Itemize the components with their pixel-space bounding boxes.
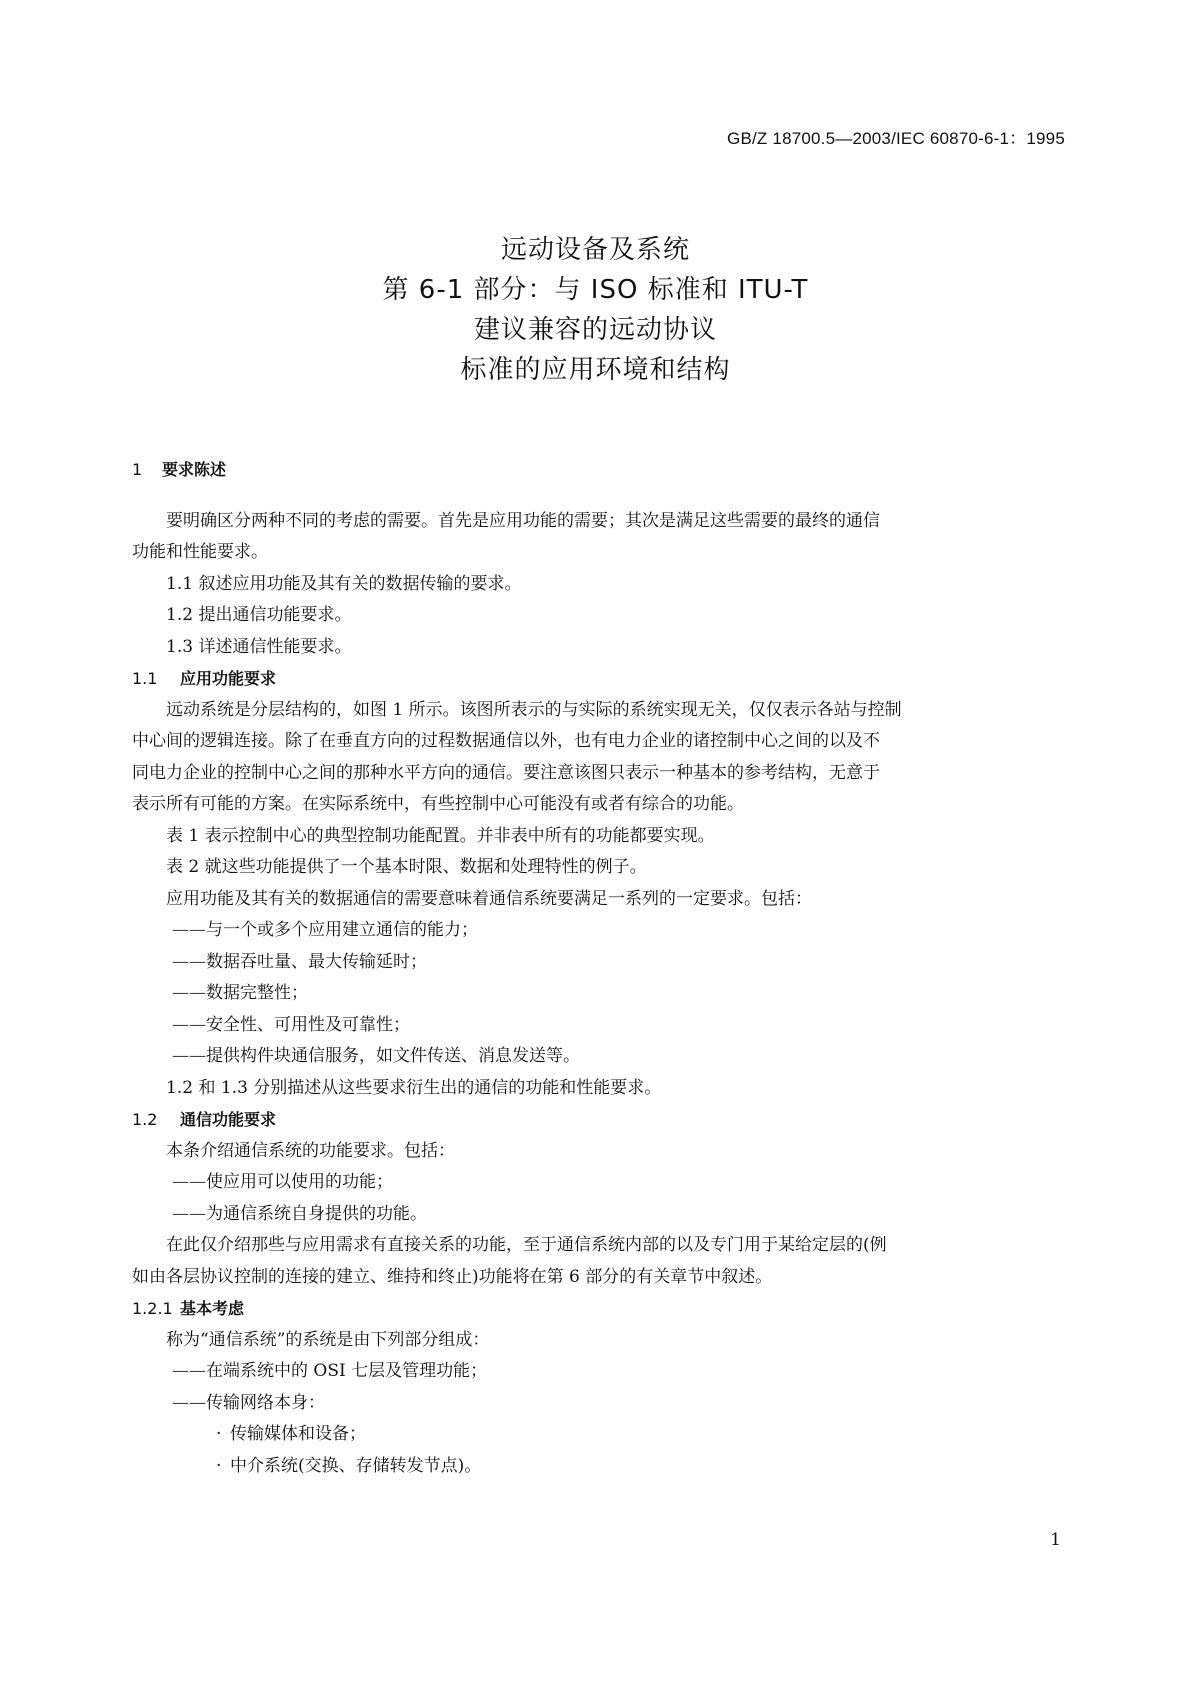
list-item: —— 提供构件块通信服务，如文件传送、消息发送等。 xyxy=(132,1041,1062,1073)
document-body xyxy=(132,454,1062,1482)
paragraph: 在此仅介绍那些与应用需求有直接关系的功能，至于通信系统内部的以及专门用于某给定层的(例 xyxy=(166,1235,887,1255)
list-item: —— 数据吞吐量、最大传输延时； xyxy=(132,947,1062,979)
paragraph: 称为“通信系统”的系统是由下列部分组成： xyxy=(166,1329,490,1350)
list-item: —— 与一个或多个应用建立通信的能力； xyxy=(132,915,1062,947)
paragraph-continuation: 功能和性能要求。 xyxy=(132,542,268,562)
bullet-item: · 中介系统(交换、存储转发节点)。 xyxy=(132,1451,1062,1483)
section-1-2-1-heading xyxy=(132,1293,1062,1325)
list-item: —— 安全性、可用性及可靠性； xyxy=(132,1010,1062,1042)
title-line-1: 远动设备及系统 xyxy=(500,235,690,265)
page-number: 1 xyxy=(1050,1530,1061,1550)
section-number: 1.2.1 xyxy=(132,1299,173,1318)
title-line-4: 标准的应用环境和结构 xyxy=(460,355,731,385)
paragraph: 1.1 叙述应用功能及其有关的数据传输的要求。 xyxy=(166,573,522,594)
paragraph: 表 1 表示控制中心的典型控制功能配置。并非表中所有的功能都要实现。 xyxy=(166,825,715,846)
section-number: 1.2 xyxy=(132,1110,158,1129)
section-title: 基本考虑 xyxy=(180,1299,245,1318)
section-number: 1 xyxy=(132,460,143,479)
section-1-heading xyxy=(132,454,1062,486)
bullet-item: · 传输媒体和设备； xyxy=(132,1419,1062,1451)
paragraph: 1.2 和 1.3 分别描述从这些要求衍生出的通信的功能和性能要求。 xyxy=(166,1077,662,1098)
list-item: —— 传输网络本身： xyxy=(132,1388,1062,1420)
paragraph: 1.2 提出通信功能要求。 xyxy=(166,605,352,625)
paragraph-continuation: 表示所有可能的方案。在实际系统中，有些控制中心可能没有或者有综合的功能。 xyxy=(132,794,744,814)
standard-code: GB/Z 18700.5—2003/IEC 60870-6-1：1995 xyxy=(727,129,1065,148)
list-item: —— 使应用可以使用的功能； xyxy=(132,1167,1062,1199)
list-item: —— 在端系统中的 OSI 七层及管理功能； xyxy=(132,1356,1062,1388)
paragraph: 远动系统是分层结构的，如图 1 所示。该图所表示的与实际的系统实现无关，仅仅表示各站与控制 xyxy=(166,699,902,720)
paragraph: 要明确区分两种不同的考虑的需要。首先是应用功能的需要；其次是满足这些需要的最终的通信 xyxy=(166,510,880,531)
paragraph: 表 2 就这些功能提供了一个基本时限、数据和处理特性的例子。 xyxy=(166,857,647,877)
list-item: —— 为通信系统自身提供的功能。 xyxy=(132,1199,1062,1231)
document-title xyxy=(0,230,1191,390)
section-title: 通信功能要求 xyxy=(180,1110,277,1129)
section-1-1-heading xyxy=(132,663,1062,695)
title-line-3: 建议兼容的远动协议 xyxy=(473,315,717,345)
paragraph-continuation: 如由各层协议控制的连接的建立、维持和终止)功能将在第 6 部分的有关章节中叙述。 xyxy=(132,1266,773,1287)
section-title: 要求陈述 xyxy=(162,460,227,479)
title-line-2: 第 6-1 部分：与 ISO 标准和 ITU-T xyxy=(382,275,809,305)
paragraph-continuation: 同电力企业的控制中心之间的那种水平方向的通信。要注意该图只表示一种基本的参考结构，无意于 xyxy=(132,762,880,783)
section-title: 应用功能要求 xyxy=(180,669,277,688)
paragraph: 应用功能及其有关的数据通信的需要意味着通信系统要满足一系列的一定要求。包括： xyxy=(166,888,812,909)
paragraph-continuation: 中心间的逻辑连接。除了在垂直方向的过程数据通信以外，也有电力企业的诸控制中心之间的以及不 xyxy=(132,731,880,751)
section-number: 1.1 xyxy=(132,669,158,688)
list-item: —— 数据完整性； xyxy=(132,978,1062,1010)
paragraph: 1.3 详述通信性能要求。 xyxy=(166,636,352,657)
section-1-2-heading xyxy=(132,1104,1062,1136)
paragraph: 本条介绍通信系统的功能要求。包括： xyxy=(166,1140,455,1161)
